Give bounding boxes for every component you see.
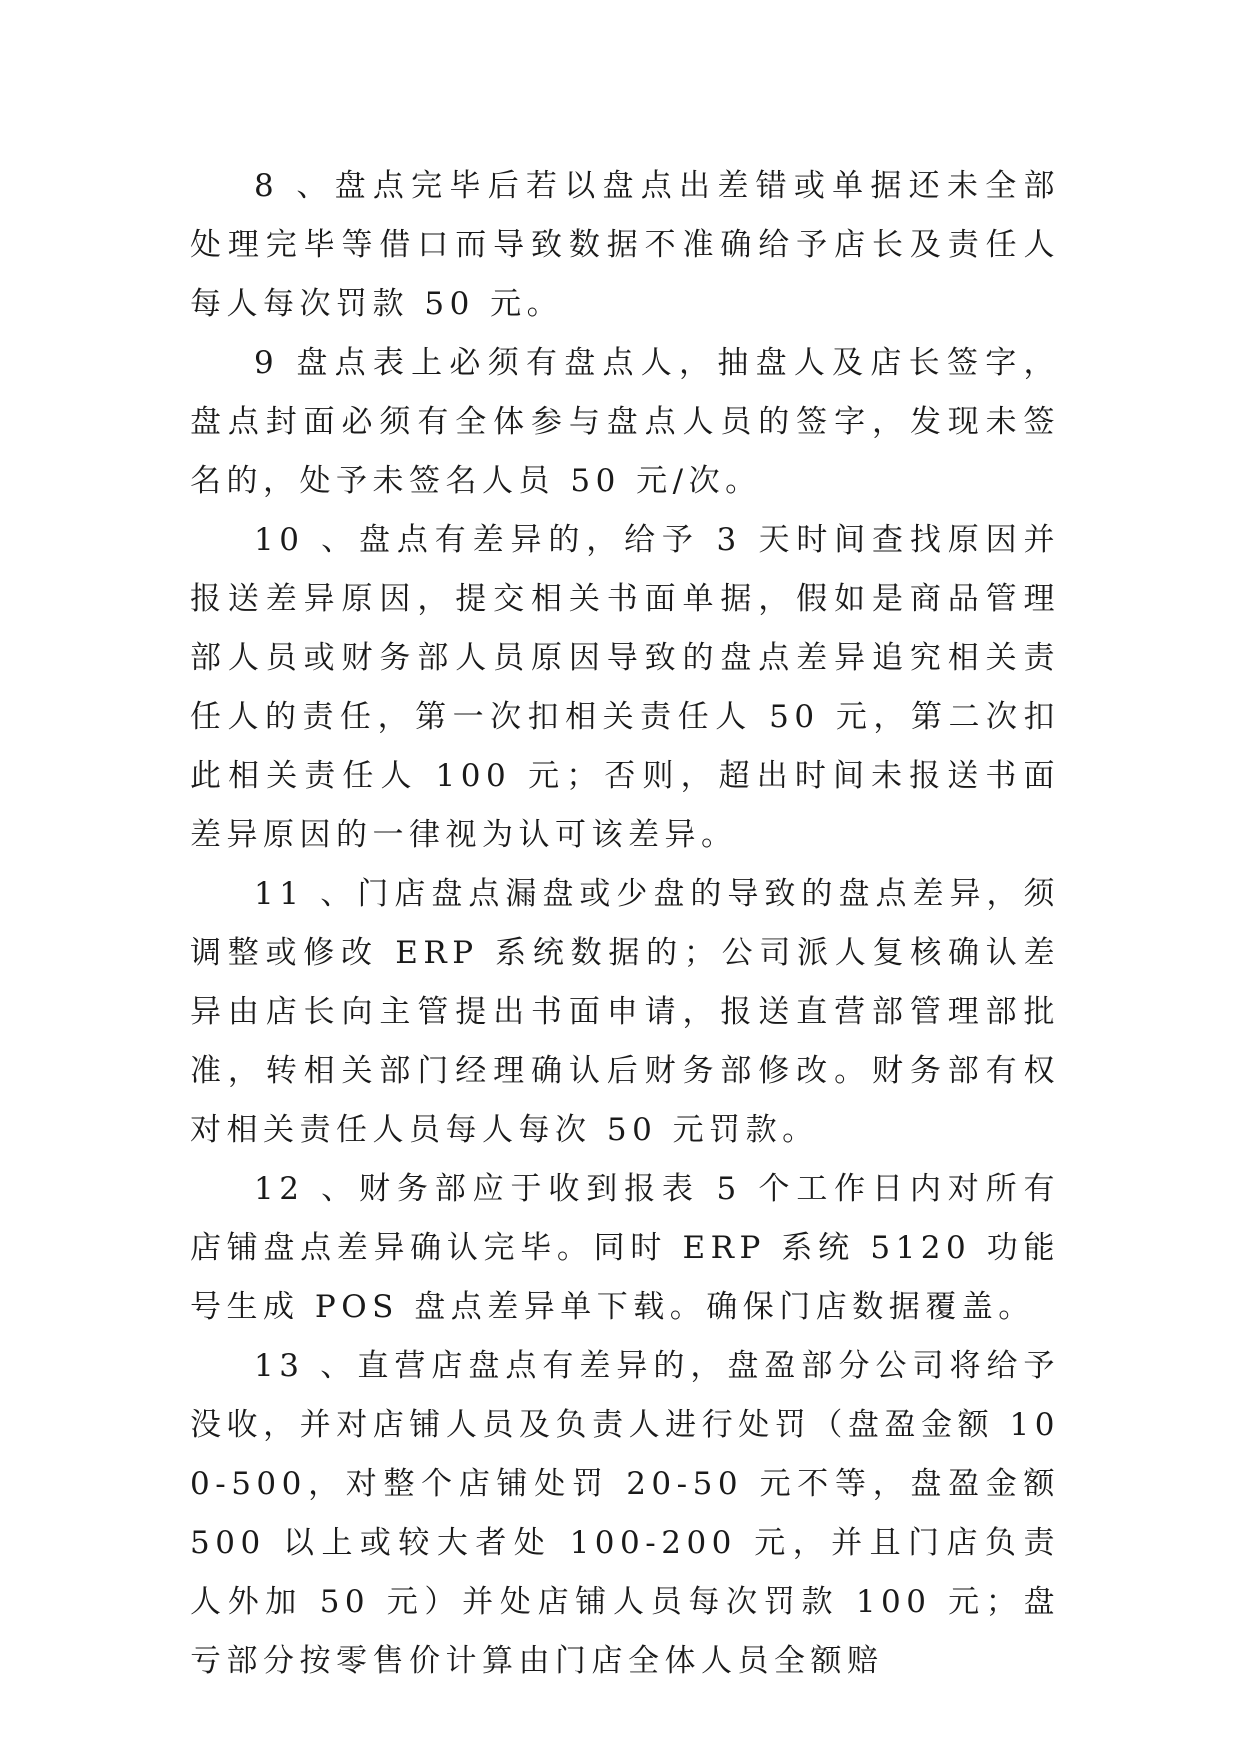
paragraph-item-10: 10 、盘点有差异的，给予 3 天时间查找原因并报送差异原因，提交相关书面单据，假如是商品管理部人员或财务部人员原因导致的盘点差异追究相关责任人的责任，第一次扣相关责任人 50 元，第二次扣此相关责任人 100 元；否则，超出时间未报送书面差异原因的一律视为认可该差异。: [190, 522, 1060, 853]
paragraph-item-13: 13 、直营店盘点有差异的，盘盈部分公司将给予没收，并对店铺人员及负责人进行处罚（盘盈金额 100-500，对整个店铺处罚 20-50 元不等，盘盈金额 500 以上或较大者处 100-200 元，并且门店负责人外加 50 元）并处店铺人员每次罚款 100 元；盘亏部分按零售价计算由门店全体人员全额赔: [190, 1348, 1060, 1679]
paragraph-item-11: 11 、门店盘点漏盘或少盘的导致的盘点差异，须调整或修改 ERP 系统数据的；公司派人复核确认差异由店长向主管提出书面申请，报送直营部管理部批准，转相关部门经理确认后财务部修改。财务部有权对相关责任人员每人每次 50 元罚款。: [190, 876, 1060, 1148]
paragraph-item-9: 9 盘点表上必须有盘点人，抽盘人及店长签字，盘点封面必须有全体参与盘点人员的签字，发现未签名的，处予未签名人员 50 元/次。: [190, 345, 1060, 499]
document-body: [190, 157, 1060, 1691]
paragraph-item-12: 12 、财务部应于收到报表 5 个工作日内对所有店铺盘点差异确认完毕。同时 ERP 系统 5120 功能号生成 POS 盘点差异单下载。确保门店数据覆盖。: [190, 1171, 1060, 1325]
paragraph-item-8: 8 、盘点完毕后若以盘点出差错或单据还未全部处理完毕等借口而导致数据不准确给予店长及责任人每人每次罚款 50 元。: [190, 168, 1060, 322]
